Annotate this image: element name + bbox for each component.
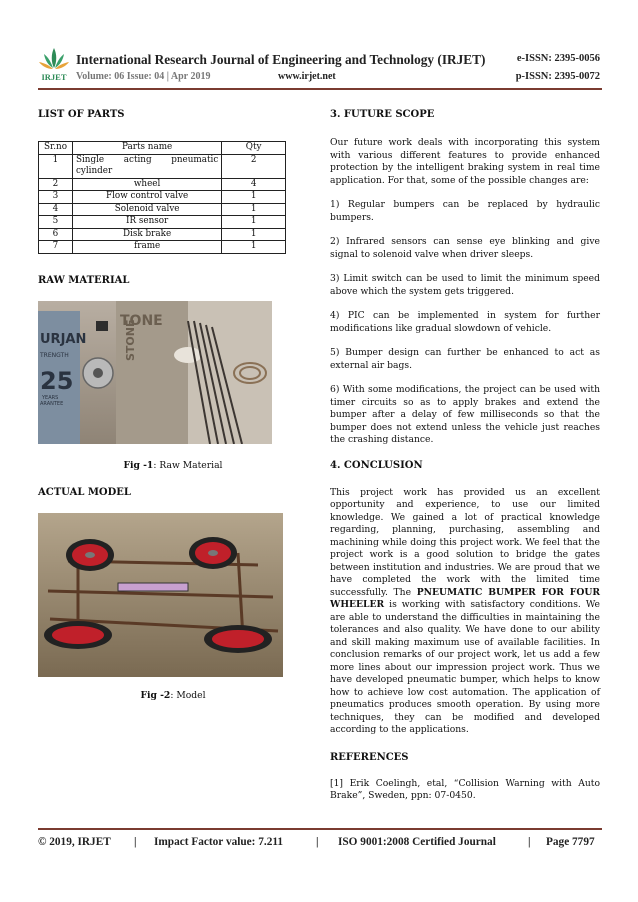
cell-qty: 2 bbox=[222, 154, 286, 178]
raw-material-photo bbox=[38, 301, 272, 444]
future-item: 5) Bumper design can further be enhanced to act as external air bags. bbox=[330, 347, 600, 371]
table-row bbox=[39, 228, 286, 241]
raw-material-image bbox=[38, 301, 272, 444]
fig1-caption bbox=[38, 460, 308, 471]
cell-qty: 4 bbox=[222, 178, 286, 191]
cell-srno: 1 bbox=[39, 154, 73, 178]
future-item: 2) Infrared sensors can sense eye blinking and give signal to solenoid valve when driver sleeps. bbox=[330, 236, 600, 260]
table-row bbox=[39, 191, 286, 204]
eissn: e-ISSN: 2395-0056 bbox=[516, 53, 600, 64]
header-qty: Qty bbox=[222, 142, 286, 155]
cell-parts-name: Disk brake bbox=[72, 228, 221, 241]
header-rule bbox=[38, 88, 602, 90]
conclusion-text-2: is working with satisfactory conditions. We are able to understand the difficulties in maintaining the tolerances and also quality. We have done to our ability and skill making maximum use of available facilities. In conclusion remarks of our project work, let us add a few more lines about our impression project work. Thus we have developed pneumatic bumper, which helps to know how to achieve low cost automation. The application of pneumatics produces smooth operation. By using more techniques, they can be modified and developed according to the applications. bbox=[330, 599, 600, 735]
cell-parts-name: Solenoid valve bbox=[72, 203, 221, 216]
irjet-logo-icon bbox=[38, 44, 70, 84]
volume-issue: Volume: 06 Issue: 04 | Apr 2019 bbox=[76, 71, 211, 82]
conclusion-text-1: This project work has provided us an excellent opportunity and experience, to use our limited knowledge. We gained a lot of practical knowledge regarding, planning, purchasing, assembling and machining while doing this project work. We feel that the project work is a good solution to bridge the gates between institution and industries. We are proud that we have completed the work with the limited time successfully. The bbox=[330, 486, 600, 598]
svg-text:URJAN: URJAN bbox=[40, 332, 87, 347]
raw-material-heading: RAW MATERIAL bbox=[38, 275, 130, 286]
left-column bbox=[38, 108, 308, 701]
future-item: 1) Regular bumpers can be replaced by hydraulic bumpers. bbox=[330, 199, 600, 223]
fig1-text: : Raw Material bbox=[153, 460, 223, 471]
footer-separator: | bbox=[316, 836, 319, 848]
list-of-parts-heading: LIST OF PARTS bbox=[38, 109, 125, 120]
cell-parts-name: frame bbox=[72, 241, 221, 254]
table-row bbox=[39, 241, 286, 254]
cell-parts-name: wheel bbox=[72, 178, 221, 191]
footer-separator: | bbox=[528, 836, 531, 848]
fig2-caption bbox=[38, 690, 308, 701]
model-photo bbox=[38, 513, 283, 677]
cell-parts-name: IR sensor bbox=[72, 216, 221, 229]
model-image bbox=[38, 513, 283, 677]
future-intro-paragraph: Our future work deals with incorporating this system with various different features to provide enhanced protection by the intelligent braking system in real time application. For that, some of the possible changes are: bbox=[330, 137, 600, 186]
cell-srno: 2 bbox=[39, 178, 73, 191]
cell-qty: 1 bbox=[222, 203, 286, 216]
project-title-bold: PNEUMATIC BUMPER FOR FOUR WHEELER bbox=[330, 586, 600, 610]
conclusion-heading: 4. CONCLUSION bbox=[330, 459, 423, 471]
footer-separator: | bbox=[134, 836, 137, 848]
parts-table bbox=[38, 141, 286, 254]
svg-text:TRENGTH: TRENGTH bbox=[40, 352, 69, 359]
cell-srno: 4 bbox=[39, 203, 73, 216]
future-scope-heading: 3. FUTURE SCOPE bbox=[330, 109, 435, 120]
future-item: 6) With some modifications, the project can be used with timer circuits so as to apply brakes and extend the bumper after a delay of few milliseconds so that the bumper does not extend unless the vehicle just reaches the crashing distance. bbox=[330, 384, 600, 445]
irjet-logo bbox=[38, 44, 70, 84]
header-parts-name: Parts name bbox=[72, 142, 221, 155]
reference-item: [1] Erik Coelingh, etal, “Collision Warning with Auto Brake”, Sweden, ppn: 07-0450. bbox=[330, 777, 600, 801]
conclusion-paragraph bbox=[330, 487, 600, 737]
future-item: 3) Limit switch can be used to limit the minimum speed above which the system gets triggered. bbox=[330, 273, 600, 297]
footer-impact-factor: Impact Factor value: 7.211 bbox=[154, 836, 284, 848]
cell-parts-name: Single acting pneumatic cylinder bbox=[72, 154, 221, 178]
fig2-text: : Model bbox=[170, 690, 206, 701]
header-srno: Sr.no bbox=[39, 142, 73, 155]
table-header-row bbox=[39, 142, 286, 155]
table-row bbox=[39, 216, 286, 229]
pissn: p-ISSN: 2395-0072 bbox=[515, 71, 600, 82]
actual-model-heading: ACTUAL MODEL bbox=[38, 487, 131, 498]
footer-page-number: Page 7797 bbox=[546, 836, 595, 848]
journal-website[interactable]: www.irjet.net bbox=[278, 71, 336, 82]
cell-srno: 6 bbox=[39, 228, 73, 241]
cell-qty: 1 bbox=[222, 191, 286, 204]
journal-title: International Research Journal of Engineering and Technology (IRJET) bbox=[76, 52, 486, 67]
cell-qty: 1 bbox=[222, 241, 286, 254]
table-row bbox=[39, 203, 286, 216]
fig2-label: Fig -2 bbox=[140, 690, 171, 701]
future-item: 4) PIC can be implemented in system for further modifications like gradual slowdown of vehicle. bbox=[330, 310, 600, 334]
svg-text:IRJET: IRJET bbox=[41, 72, 67, 82]
cell-srno: 3 bbox=[39, 191, 73, 204]
cell-srno: 5 bbox=[39, 216, 73, 229]
cell-srno: 7 bbox=[39, 241, 73, 254]
footer-iso: ISO 9001:2008 Certified Journal bbox=[338, 836, 496, 848]
svg-text:TONE: TONE bbox=[120, 313, 163, 329]
right-column bbox=[330, 108, 600, 803]
table-row bbox=[39, 154, 286, 178]
footer-copyright: © 2019, IRJET bbox=[38, 836, 111, 848]
svg-text:25: 25 bbox=[40, 367, 74, 395]
cell-parts-name: Flow control valve bbox=[72, 191, 221, 204]
svg-text:STONE: STONE bbox=[124, 319, 137, 361]
references-heading: REFERENCES bbox=[330, 751, 409, 763]
cell-qty: 1 bbox=[222, 228, 286, 241]
svg-text:ARANTEE: ARANTEE bbox=[40, 401, 64, 407]
page-header bbox=[38, 44, 602, 88]
cell-qty: 1 bbox=[222, 216, 286, 229]
fig1-label: Fig -1 bbox=[123, 460, 154, 471]
footer-rule bbox=[38, 828, 602, 830]
table-row bbox=[39, 178, 286, 191]
svg-text:YEARS: YEARS bbox=[42, 395, 59, 401]
